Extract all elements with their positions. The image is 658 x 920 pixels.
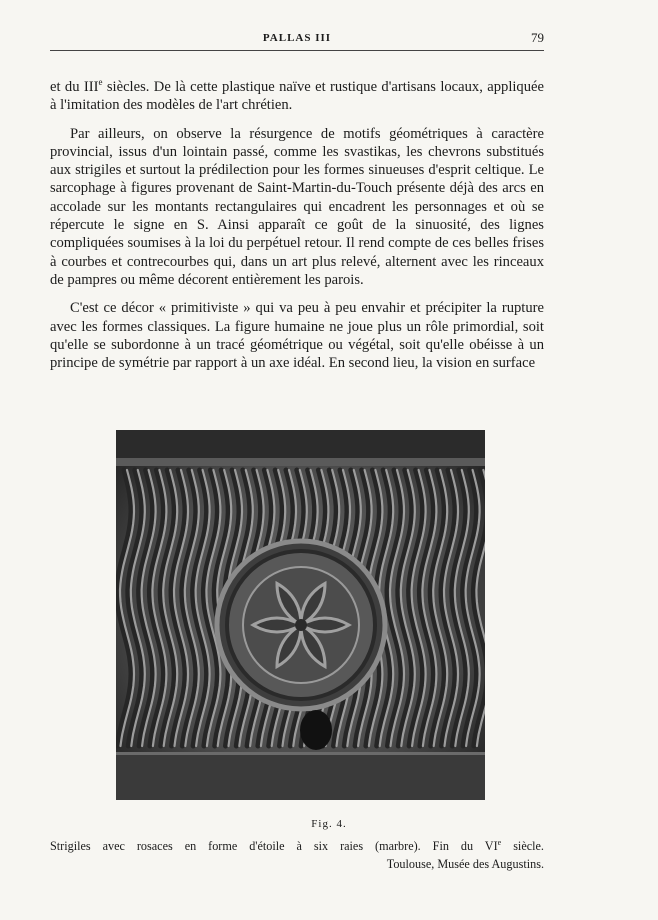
caption-text-cont: siècle. (501, 839, 544, 853)
figure-caption (50, 837, 544, 873)
caption-line-1 (50, 837, 544, 855)
paragraph-3-text: C'est ce décor « primitiviste » qui va peu à peu envahir et précipiter la rupture avec les formes classiques. La figure humaine ne joue plus un rôle primordial, soit qu'elle se subordonne à un tracé géométrique ou végétal, soit qu'elle obéisse à un principe de symétrie par rapport à un axe idéal. En second lieu, la vision en surface (50, 300, 544, 372)
paragraph-1-text: et du III (50, 79, 99, 95)
caption-line-2: Toulouse, Musée des Augustins. (386, 857, 544, 871)
paragraph-1-superscript: e (98, 77, 103, 88)
page-number: 79 (531, 30, 544, 45)
paragraph-3 (50, 299, 544, 372)
caption-superscript: e (497, 837, 502, 847)
sarcophagus-photo (116, 430, 485, 800)
body-text (50, 78, 544, 382)
sarcophagus-relief-image (116, 430, 485, 800)
figure-label: Fig. 4. (311, 818, 347, 830)
caption-text: Strigiles avec rosaces en forme d'étoile à six raies (marbre). Fin du VI (50, 839, 498, 853)
running-title: PALLAS III (262, 32, 332, 44)
paragraph-2-text: Par ailleurs, on observe la résurgence de motifs géométriques à caractère provincial, issus d'un lointain passé, comme les svastikas, les chevrons substitués aux strigiles et surtout la prédilection pour les formes sinueuses d'esprit celtique. Le sarcophage à figures provenant de Saint-Martin-du-Touch présente déjà des arcs en accolade sur les montants rectangulaires qui encadrent les personnages et où se répercute le signe en S. Ainsi apparaît ce goût de la sinuosité, des lignes compliquées soumises à la loi du perpétuel retour. Il rend compte de ces belles frises à courbes et contrecourbes qui, dans un art plus relevé, alternent avec les rinceaux de pampres ou même décorent entièrement les parois. (50, 125, 544, 288)
paragraph-1 (50, 78, 544, 115)
running-header (50, 30, 544, 51)
paragraph-1-text-cont: siècles. De là cette plastique naïve et rustique d'artisans locaux, appliquée à l'imitation des modèles de l'art chrétien. (50, 79, 544, 114)
paragraph-2 (50, 125, 544, 290)
